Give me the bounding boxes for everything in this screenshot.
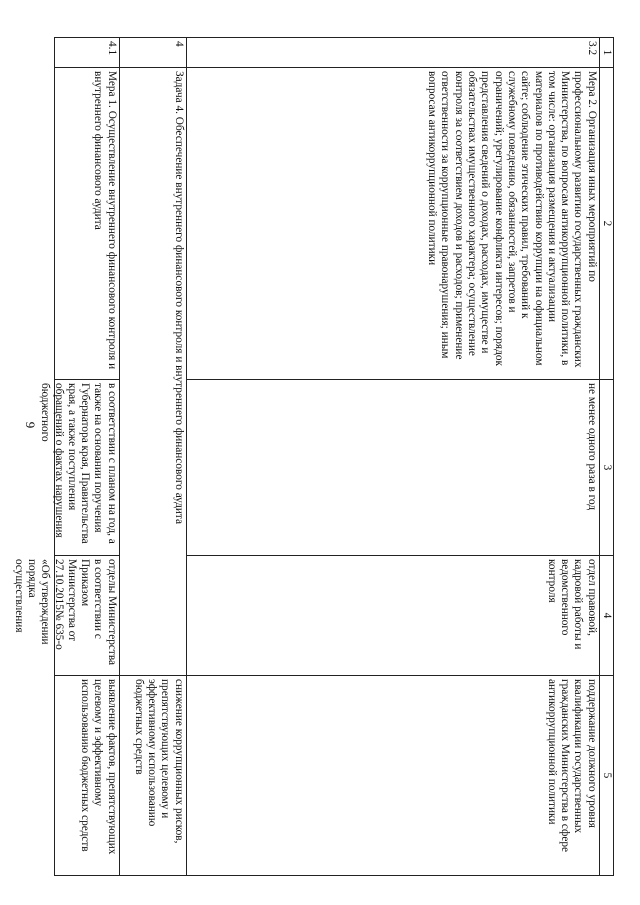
row-number: 4 (119, 38, 186, 68)
task-cell (119, 68, 186, 676)
row-number: 4.1 (54, 38, 119, 68)
term-cell: не менее одного раза в год (186, 380, 599, 556)
term-cell (39, 380, 119, 556)
table-row (119, 38, 186, 876)
result-text: выявление фактов, препятствующих целевому и эффективному использованию бюджетных средств (79, 679, 118, 855)
measures-table (12, 37, 614, 876)
result-cell: снижение коррупционных рисков, препятствующих целевому и эффективному использованию бюджетных средств (119, 676, 186, 876)
table-row (54, 38, 119, 876)
column-header: 5 (599, 676, 613, 876)
column-header: 2 (599, 68, 613, 380)
term-text: в соответствии с планом на год, а также на основании поручения Губернатора края, Правительства края, а также поступления обращений о фактах нарушения бюджетного (39, 383, 118, 544)
executor-cell: отдел правовой, кадровой работы и ведомственного контроля (186, 556, 599, 676)
column-header: 3 (599, 380, 613, 556)
column-header: 4 (599, 556, 613, 676)
measure-cell: Мера 2. Организация иных мероприятий по профессиональному развитию государственных гражданских Министерства, по вопросам антикоррупционной политики, в том числе: организация размещения и актуализации материалов по противодействию коррупции на официальном сайте; соблюдение этических правил, требований к служебному поведению, обязанностей, запретов и ограничений; урегулирование конфликта интересов; порядок представления сведений о доходах, расходах, имуществе и обязательствах имущественного характера; осуществление контроля за соответствием доходов и расходов; применение ответственности за коррупционные правонарушения; иным вопросам антикоррупционной политики (186, 68, 599, 380)
result-cell: поддержание должного уровня квалификации государственных гражданских Министерства в сфере антикоррупционной политики (186, 676, 599, 876)
result-cell (54, 676, 119, 876)
executor-text: отделы Министерства в соответствии с Приказом Министерства от 27.10.2015№ 635-о «Об утверждении порядка осуществления (12, 559, 118, 666)
task-title: Задача 4. Обеспечение внутреннего финансового контроля и внутреннего финансового аудита (172, 71, 185, 525)
row-number: 3.2 (186, 38, 599, 68)
table-row (186, 38, 599, 876)
column-header: 1 (599, 38, 613, 68)
page-number: 9 (23, 421, 38, 429)
measure-cell (54, 68, 119, 380)
rotated-page (12, 37, 614, 875)
measure-text: Мера 1. Осуществление внутреннего финансового контроля и внутреннего финансового аудита (92, 71, 118, 370)
executor-cell (12, 556, 119, 676)
table-header-row (599, 38, 613, 876)
table-container (12, 37, 614, 875)
